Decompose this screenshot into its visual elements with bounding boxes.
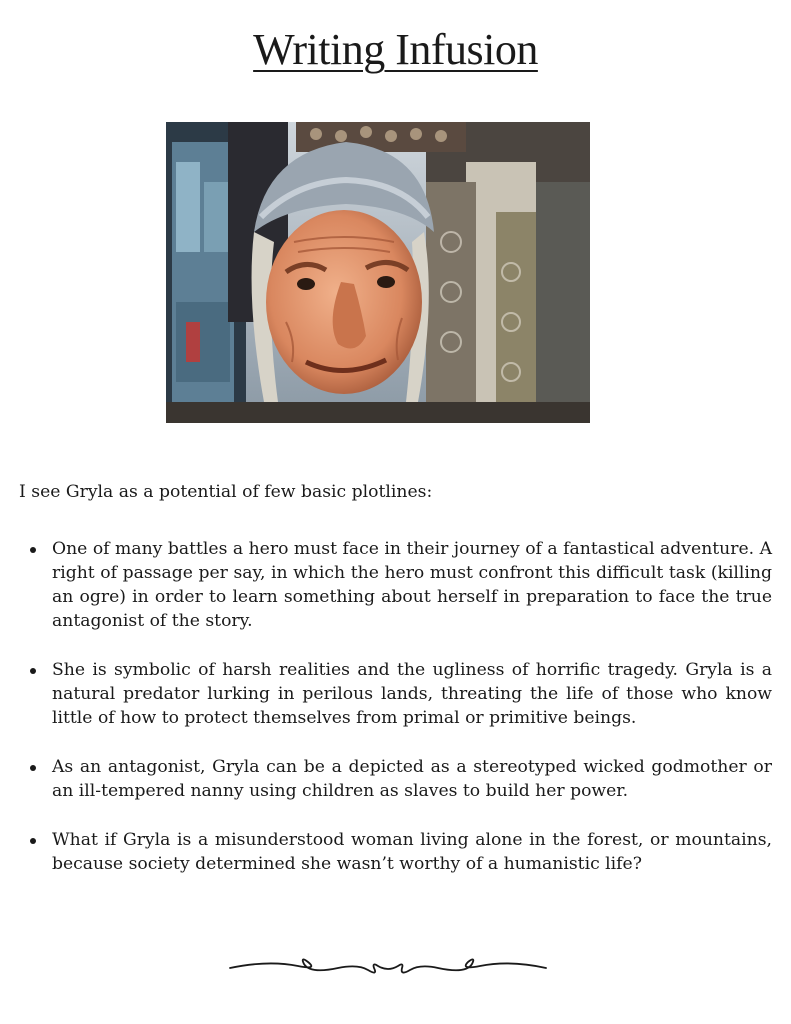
intro-text: I see Gryla as a potential of few basic plotlines: [19,482,433,502]
plotline-item [30,537,772,633]
bullet-icon [30,838,36,844]
gryla-mask-photo [166,122,590,423]
plotline-text: What if Gryla is a misunderstood woman living alone in the forest, or mountains, because society determined she wasn’t worthy of a humanistic life? [52,830,772,874]
bullet-icon [30,668,36,674]
flourish-divider-icon [228,952,548,980]
plotline-text: As an antagonist, Gryla can be a depicted as a stereotyped wicked godmother or an ill-tempered nanny using children as slaves to build her power. [52,757,772,801]
page-title: Writing Infusion [253,25,538,74]
plotline-item [30,755,772,803]
plotline-list [30,537,772,901]
bullet-icon [30,765,36,771]
plotline-item [30,828,772,876]
plotline-text: One of many battles a hero must face in their journey of a fantastical adventure. A right of passage per say, in which the hero must confront this difficult task (killing an ogre) in order to learn something about herself in preparation to face the true antagonist of the story. [52,539,772,631]
plotline-item [30,658,772,730]
bullet-icon [30,547,36,553]
plotline-text: She is symbolic of harsh realities and the ugliness of horrific tragedy. Gryla is a natural predator lurking in perilous lands, threating the life of those who know little of how to protect themselves from primal or primitive beings. [52,660,772,728]
